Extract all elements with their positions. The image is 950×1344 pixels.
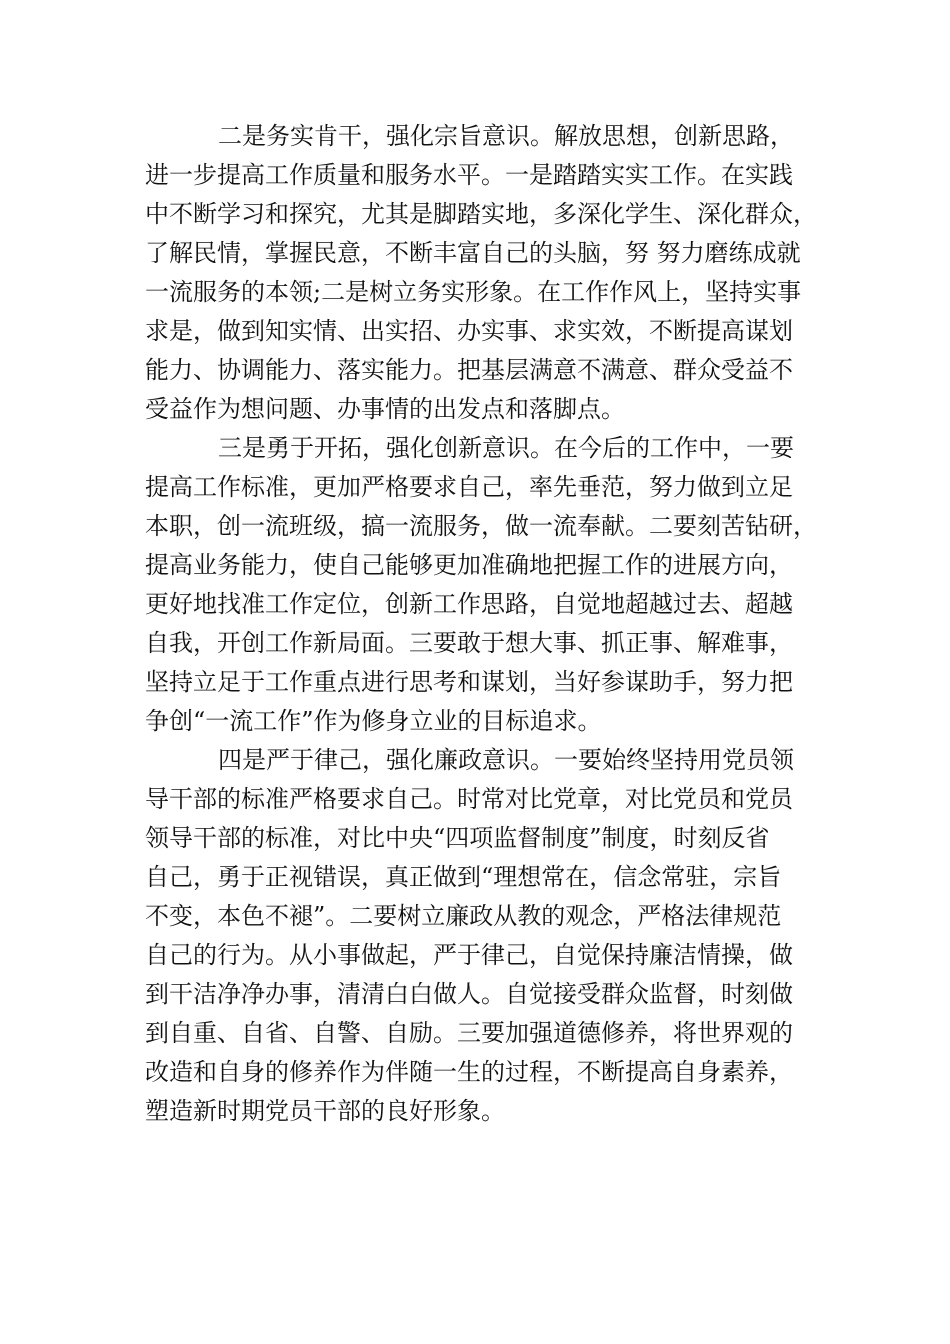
paragraph-line: 到干洁净净办事，清清白白做人。自觉接受群众监督，时刻做 <box>145 980 793 1008</box>
paragraph-line: 能力、协调能力、落实能力。把基层满意不满意、群众受益不 <box>145 356 793 384</box>
paragraph-line: 二是务实肯干，强化宗旨意识。解放思想，创新思路， <box>218 122 794 150</box>
paragraph-line: 自己的行为。从小事做起，严于律己，自觉保持廉洁情操，做 <box>145 941 793 969</box>
paragraph-2 <box>145 429 817 741</box>
paragraph-3 <box>145 741 810 1131</box>
paragraph-line: 塑造新时期党员干部的良好形象。 <box>145 1097 505 1125</box>
paragraph-line: 导干部的标准严格要求自己。时常对比党章，对比党员和党员 <box>145 785 793 813</box>
paragraph-line: 了解民情，掌握民意，不断丰富自己的头脑，努 努力磨练成就 <box>145 239 801 267</box>
paragraph-1 <box>145 117 817 429</box>
document-page <box>145 117 817 1131</box>
paragraph-line: 自我，开创工作新局面。三要敢于想大事、抓正事、解难事， <box>145 629 793 657</box>
paragraph-line: 中不断学习和探究，尤其是脚踏实地，多深化学生、深化群众， <box>145 200 817 228</box>
paragraph-line: 改造和自身的修养作为伴随一生的过程，不断提高自身素养， <box>145 1058 793 1086</box>
paragraph-line: 自己，勇于正视错误，真正做到“理想常在，信念常驻，宗旨 <box>145 863 782 891</box>
paragraph-line: 提高业务能力，使自己能够更加准确地把握工作的进展方向， <box>145 551 793 579</box>
paragraph-line: 更好地找准工作定位，创新工作思路，自觉地超越过去、超越 <box>145 590 793 618</box>
paragraph-line: 领导干部的标准，对比中央“四项监督制度”制度，时刻反省 <box>145 824 770 852</box>
paragraph-line: 进一步提高工作质量和服务水平。一是踏踏实实工作。在实践 <box>145 161 793 189</box>
paragraph-line: 三是勇于开拓，强化创新意识。在今后的工作中，一要 <box>218 434 794 462</box>
paragraph-line: 四是严于律己，强化廉政意识。一要始终坚持用党员领 <box>218 746 794 774</box>
paragraph-line: 不变，本色不褪”。二要树立廉政从教的观念，严格法律规范 <box>145 902 782 930</box>
paragraph-line: 坚持立足于工作重点进行思考和谋划，当好参谋助手，努力把 <box>145 668 793 696</box>
paragraph-line: 提高工作标准，更加严格要求自己，率先垂范，努力做到立足 <box>145 473 793 501</box>
paragraph-line: 本职，创一流班级，搞一流服务，做一流奉献。二要刻苦钻研， <box>145 512 817 540</box>
paragraph-line: 受益作为想问题、办事情的出发点和落脚点。 <box>145 395 625 423</box>
paragraph-line: 争创“一流工作”作为修身立业的目标追求。 <box>145 707 602 735</box>
paragraph-line: 到自重、自省、自警、自励。三要加强道德修养，将世界观的 <box>145 1019 793 1047</box>
paragraph-line: 一流服务的本领;二是树立务实形象。在工作作风上，坚持实事 <box>145 278 802 306</box>
paragraph-line: 求是，做到知实情、出实招、办实事、求实效，不断提高谋划 <box>145 317 793 345</box>
